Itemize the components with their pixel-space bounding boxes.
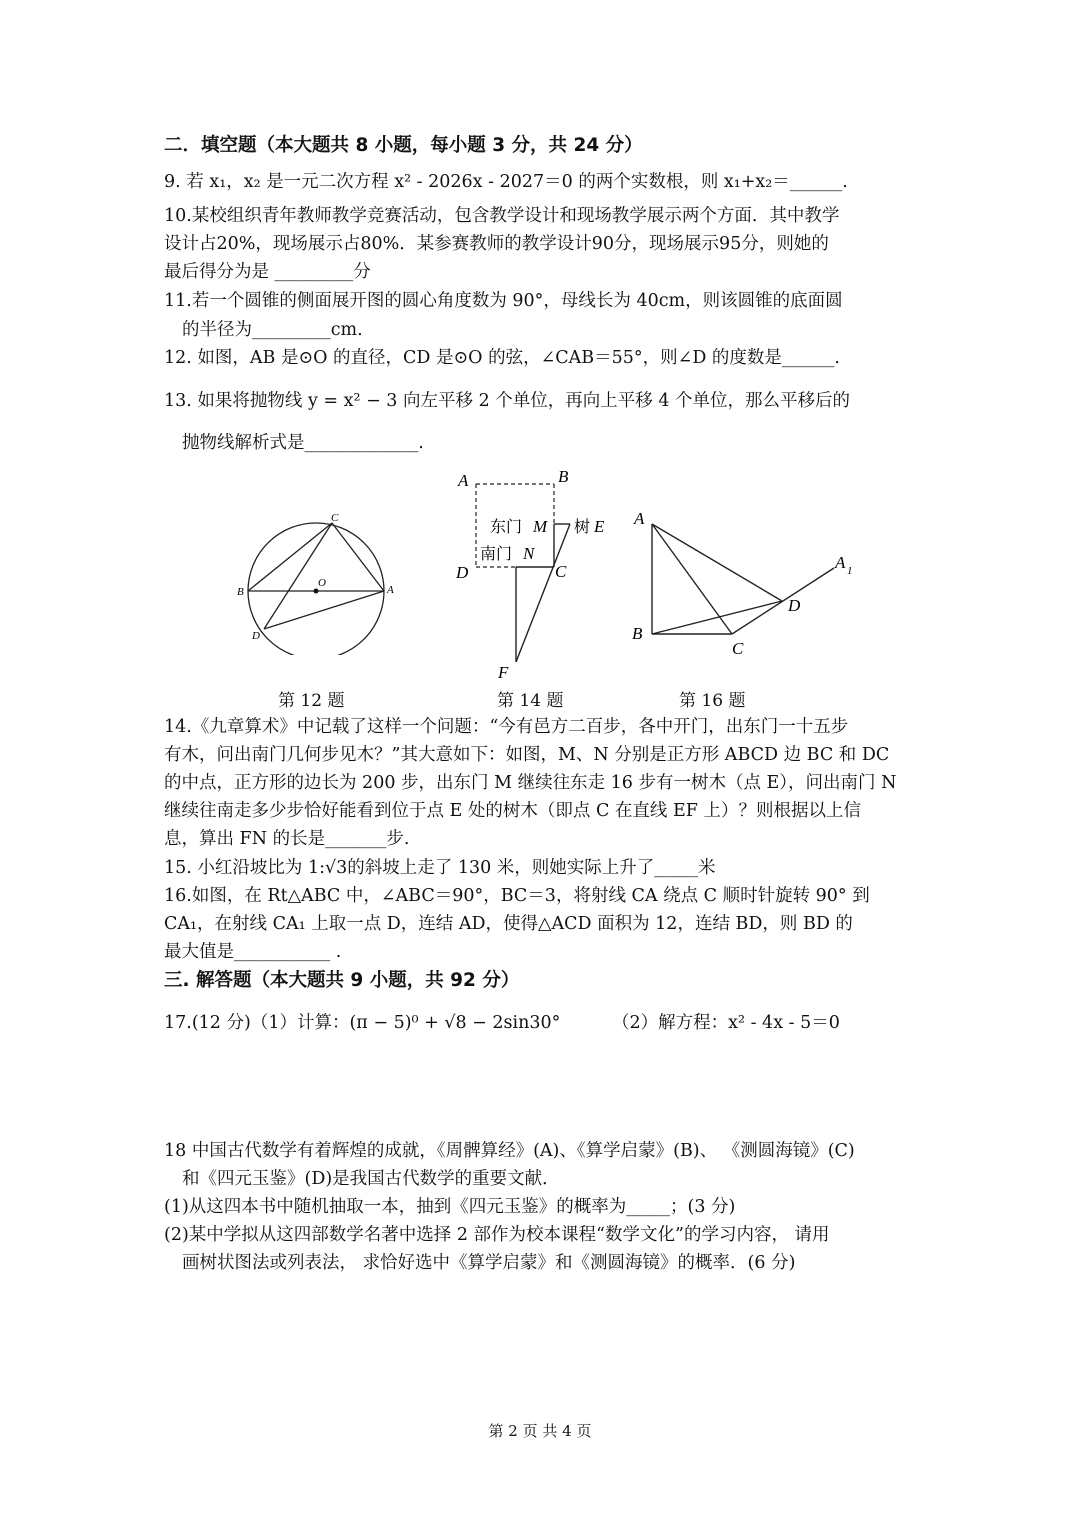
fig16-label-d: D [788, 596, 801, 615]
question-18-line4: (2)某中学拟从这四部数学名著中选择 2 部作为校本课程“数学文化”的学习内容， 请用 [164, 1225, 830, 1245]
section3-title: 三. 解答题（本大题共 9 小题，共 92 分） [164, 970, 520, 991]
fig16-label-c: C [732, 639, 744, 658]
figure-14-caption: 第 14 题 [497, 691, 564, 711]
figure-12-caption: 第 12 题 [278, 691, 345, 711]
fig14-label-m: M [533, 517, 548, 536]
question-14-line3: 的中点，正方形的边长为 200 步，出东门 M 继续往东走 16 步有一树木（点 E），问出南门 N [164, 773, 897, 793]
fig14-label-a: A [458, 471, 469, 490]
question-12: 12. 如图，AB 是⊙O 的直径，CD 是⊙O 的弦，∠CAB＝55°，则∠D 的度数是______. [164, 348, 840, 368]
question-10-line1: 10.某校组织青年教师教学竞赛活动，包含教学设计和现场教学展示两个方面．其中教学 [164, 206, 840, 226]
fig16-label-a: A [634, 509, 645, 528]
question-14-line1: 14.《九章算术》中记载了这样一个问题：“今有邑方二百步，各中开门，出东门一十五步 [164, 717, 849, 737]
fig12-label-c: C [331, 512, 339, 524]
question-16-line2: CA₁，在射线 CA₁ 上取一点 D，连结 AD，使得△ACD 面积为 12，连结 BD，则 BD 的 [164, 914, 853, 934]
fig12-label-o: O [318, 577, 326, 589]
fig14-label-c: C [555, 562, 567, 581]
fig16-label-a1-subscript: 1 [847, 565, 853, 577]
fig14-label-d: D [456, 563, 469, 582]
fig14-label-south-gate: 南门 [480, 544, 513, 563]
question-16-line1: 16.如图，在 Rt△ABC 中，∠ABC＝90°，BC＝3，将射线 CA 绕点 C 顺时针旋转 90° 到 [164, 886, 870, 906]
question-18-line2: 和《四元玉鉴》(D)是我国古代数学的重要文献． [182, 1169, 560, 1189]
question-11-line2: 的半径为_________cm. [182, 320, 363, 340]
question-14-line5: 息，算出 FN 的长是_______步. [164, 829, 410, 849]
fig12-label-d: D [252, 630, 260, 642]
fig12-label-b: B [237, 586, 244, 598]
fig14-label-east-gate: 东门 [490, 517, 523, 536]
figure-14 [452, 464, 622, 686]
question-15: 15. 小红沿坡比为 1:√3的斜坡上走了 130 米，则她实际上升了_____米 [164, 858, 716, 878]
question-14-line4: 继续往南走多少步恰好能看到位于点 E 处的树木（即点 C 在直线 EF 上）？则根据以上信 [164, 801, 861, 821]
fig12-label-a: A [387, 584, 394, 596]
figure-12 [232, 505, 404, 655]
fig14-label-n: N [523, 544, 535, 563]
fig14-label-f: F [498, 663, 509, 682]
question-11-line1: 11.若一个圆锥的侧面展开图的圆心角度数为 90°，母线长为 40cm，则该圆锥的底面圆 [164, 291, 843, 311]
figure-16 [626, 500, 866, 665]
fig16-label-a1: A [835, 553, 846, 572]
fig14-label-e: E [594, 517, 605, 536]
fig14-label-tree: 树 [574, 517, 591, 536]
question-13-line2: 抛物线解析式是_____________. [182, 433, 424, 453]
question-18-line1: 18 中国古代数学有着辉煌的成就，《周髀算经》(A)、《算学启蒙》(B)、 《测圆海镜》(C) [164, 1141, 855, 1161]
question-9: 9. 若 x₁，x₂ 是一元二次方程 x² - 2026x - 2027＝0 的两个实数根，则 x₁+x₂＝______. [164, 172, 848, 192]
section2-title: 二．填空题（本大题共 8 小题，每小题 3 分，共 24 分） [164, 135, 643, 156]
question-10-line3: 最后得分为是 _________分 [164, 262, 371, 282]
question-18-line3: (1)从这四本书中随机抽取一本，抽到《四元玉鉴》的概率为_____；(3 分) [164, 1197, 736, 1217]
fig16-label-b: B [632, 624, 643, 643]
fig14-label-b: B [558, 467, 569, 486]
question-17-part1: 17.(12 分)（1）计算：(π − 5)⁰ + √8 − 2sin30° [164, 1013, 561, 1033]
question-17-part2: （2）解方程：x² - 4x - 5＝0 [612, 1013, 840, 1033]
figure-16-caption: 第 16 题 [679, 691, 746, 711]
question-13-line1: 13. 如果将抛物线 y = x² − 3 向左平移 2 个单位，再向上平移 4 个单位，那么平移后的 [164, 391, 851, 411]
question-14-line2: 有木，问出南门几何步见木？”其大意如下：如图，M、N 分别是正方形 ABCD 边 BC 和 DC [164, 745, 890, 765]
page-footer: 第 2 页 共 4 页 [488, 1422, 592, 1440]
question-10-line2: 设计占20%，现场展示占80%．某参赛教师的教学设计90分，现场展示95分，则她的 [164, 234, 829, 254]
question-16-line3: 最大值是___________ . [164, 942, 342, 962]
question-18-line5: 画树状图法或列表法， 求恰好选中《算学启蒙》和《测圆海镜》的概率．(6 分) [182, 1253, 796, 1273]
